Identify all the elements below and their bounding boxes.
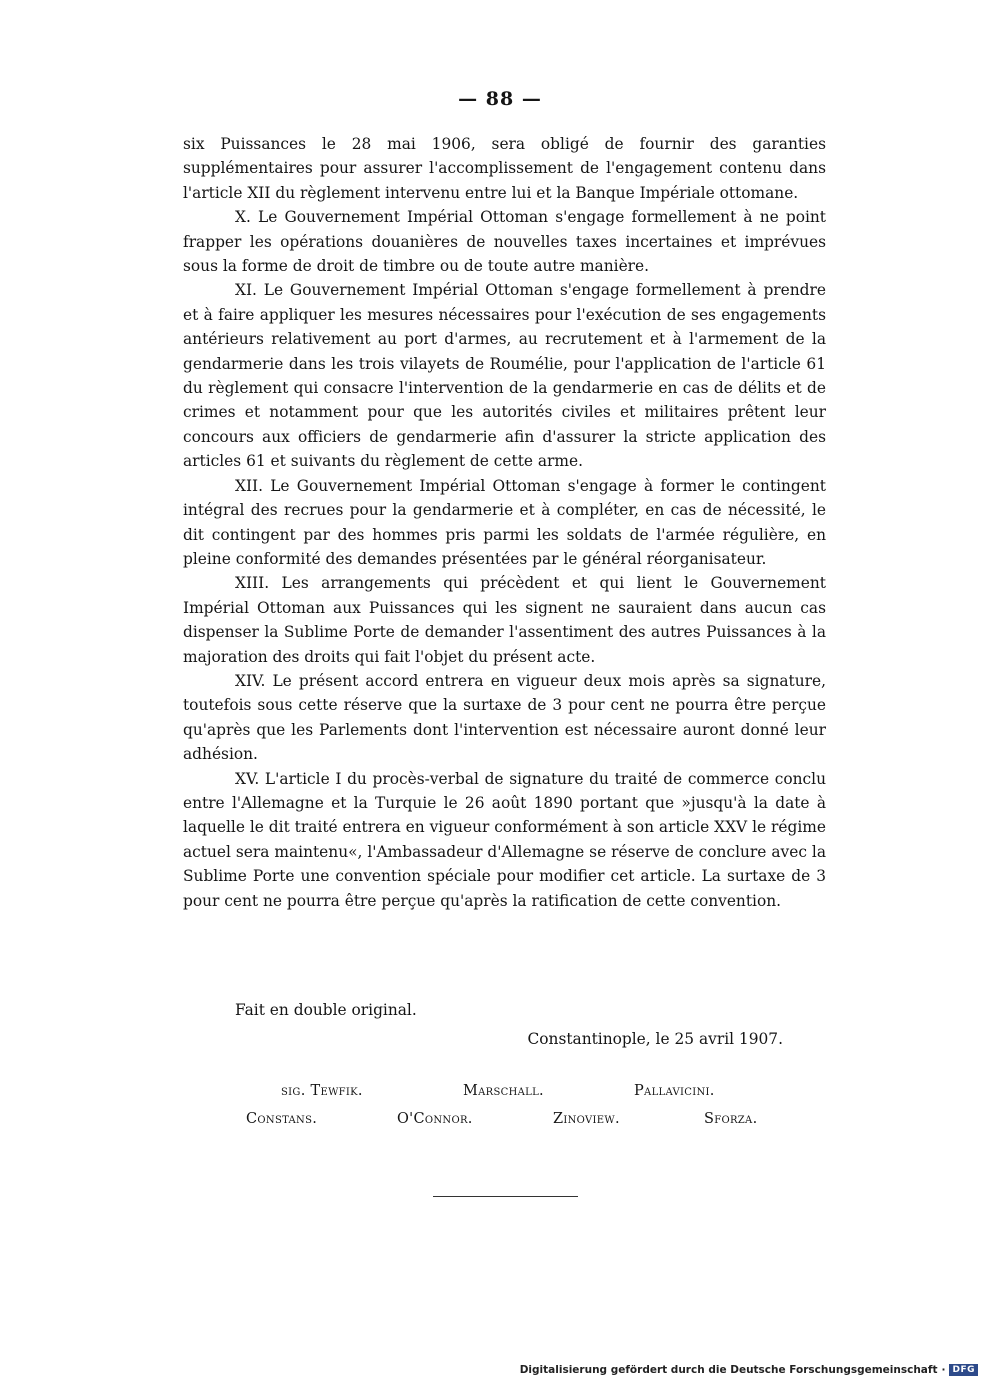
paragraph-article-xv: XV. L'article I du procès-verbal de signature du traité de commerce conclu entre l'Allemagne et la Turquie le 26 août 1890 portant que »jusqu'à la date à laquelle le dit traité entrera en vigueur conformément à son article XXV le régime actuel sera maintenu«, l'Ambassadeur d'Allemagne se réserve de conclure avec la Sublime Porte une convention spéciale pour modifier cet article. La surtaxe de 3 pour cent ne pourra être perçue qu'après la ratification de cette convention. [183,769,826,910]
closing-line: Fait en double original. [235,1001,417,1019]
signature-oconnor: O'Connor. [397,1111,473,1127]
paragraph-article-xi: XI. Le Gouvernement Impérial Ottoman s'engage formellement à prendre et à faire appliquer les mesures nécessaires pour l'exécution de ses engagements antérieurs relativement au port d'armes, au recrutement et à l'armement de la gendarmerie dans les trois vilayets de Roumélie, pour l'application de l'article 61 du règlement qui consacre l'intervention de la gendarmerie en cas de délits et de crimes et notamment pour que les autorités civiles et militaires prêtent leur concours aux officiers de gendarmerie afin d'assurer la stricte application des articles 61 et suivants du règlement de cette arme. [183,281,826,471]
separator-dot: · [941,1364,946,1376]
signature-pallavicini: Pallavicini. [634,1083,715,1099]
paragraph-continuation: six Puissances le 28 mai 1906, sera obligé de fournir des garanties supplémentaires pour assurer l'accomplissement de l'engagement contenu dans l'article XII du règlement intervenu entre lui et la Banque Impériale ottomane. [183,135,826,202]
footer-text: Digitalisierung gefördert durch die Deutsche Forschungsgemeinschaft [519,1364,938,1376]
signature-tewfik: sig. Tewfik. [281,1083,363,1099]
place-date: Constantinople, le 25 avril 1907. [527,1030,783,1048]
paragraph-article-xiv: XIV. Le présent accord entrera en vigueur deux mois après sa signature, toutefois sous cette réserve que la surtaxe de 3 pour cent ne pourra être perçue qu'après que les Parlements dont l'intervention est nécessaire auront donné leur adhésion. [183,671,826,764]
dfg-logo-icon: DFG [949,1364,978,1376]
page-number: — 88 — [458,88,542,110]
signature-marschall: Marschall. [463,1083,544,1099]
signature-sforza: Sforza. [704,1111,758,1127]
paragraph-article-xiii: XIII. Les arrangements qui précèdent et qui lient le Gouvernement Impérial Ottoman aux Puissances qui les signent ne sauraient dans aucun cas dispenser la Sublime Porte de demander l'assentiment des autres Puissances à la majoration des droits qui fait l'objet du présent acte. [183,574,826,666]
signature-constans: Constans. [246,1111,318,1127]
paragraph-article-x: X. Le Gouvernement Impérial Ottoman s'engage formellement à ne point frapper les opérations douanières de nouvelles taxes incertaines et imprévues sous la forme de droit de timbre ou de toute autre manière. [183,208,826,276]
divider-rule [433,1196,578,1197]
signature-zinoview: Zinoview. [553,1111,620,1127]
paragraph-article-xii: XII. Le Gouvernement Impérial Ottoman s'engage à former le contingent intégral des recrues pour la gendarmerie et à compléter, en cas de nécessité, le dit contingent par des hommes pris parmi les soldats de l'armée régulière, en pleine conformité des demandes présentées par le général réorganisateur. [183,476,826,568]
body-text [183,132,826,913]
digitization-footer [520,1364,978,1376]
